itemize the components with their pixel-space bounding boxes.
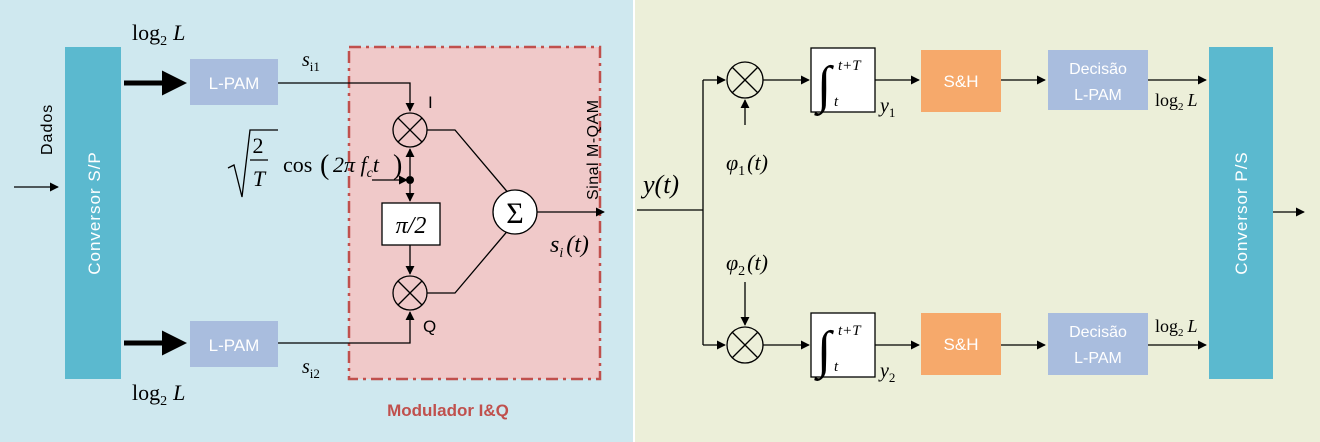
y2-label: $y_2$ — [880, 360, 896, 385]
svg-text:2: 2 — [252, 133, 264, 158]
si2-label: $s_{i2}$ — [302, 356, 320, 381]
svg-text:(: ( — [320, 150, 330, 181]
svg-text:T: T — [252, 166, 266, 191]
svg-text:∫: ∫ — [817, 57, 832, 114]
phase-shift-label: π/2 — [395, 213, 427, 239]
lpam-top-label: L-PAM — [208, 74, 260, 93]
svg-text:t: t — [834, 359, 839, 375]
integrator-top — [811, 48, 875, 116]
integrator-bottom — [811, 313, 875, 381]
modulator-label: Modulador I&Q — [387, 401, 509, 420]
log2L-top-label: $\log_2 L$ — [132, 20, 186, 49]
decision-top-line2: L-PAM — [1074, 87, 1122, 104]
decision-top-line1: Decisão — [1069, 61, 1127, 78]
carrier-junction — [406, 176, 414, 184]
y1-label: $y_1$ — [880, 95, 896, 120]
output-si-label: $s_i$ (t) — [550, 232, 589, 261]
svg-text:2π fct: 2π $f_ct$ — [333, 152, 379, 181]
svg-text:t+T: t+T — [838, 323, 861, 339]
sp-converter-label: Conversor S/P — [85, 151, 104, 275]
rx-input-label: y(t) — [643, 170, 680, 199]
summer-symbol: Σ — [506, 197, 524, 230]
q-branch-label: Q — [423, 317, 437, 336]
svg-text:cos: cos — [283, 152, 313, 177]
svg-text:t+T: t+T — [838, 58, 861, 74]
i-branch-label: I — [428, 93, 433, 112]
svg-text:): ) — [393, 150, 403, 181]
svg-text:t: t — [834, 94, 839, 110]
phi2-label: $\varphi_2(t)$ — [726, 250, 768, 279]
sh-bottom-label: S&H — [943, 335, 979, 354]
rx-log2L-top-label: $\log_2 L$ — [1155, 90, 1198, 113]
decision-bottom-line2: L-PAM — [1074, 350, 1122, 367]
si1-label: $s_{i1}$ — [302, 49, 320, 74]
dados-label: Dados — [39, 103, 56, 155]
lpam-bottom-label: L-PAM — [208, 336, 260, 355]
ps-converter-label: Conversor P/S — [1232, 151, 1251, 275]
sh-top-label: S&H — [943, 72, 979, 91]
phi1-label: $\varphi_1(t)$ — [726, 150, 768, 179]
output-signal-label: Sinal M-QAM — [585, 99, 602, 200]
log2L-bottom-label: $\log_2 L$ — [132, 380, 186, 409]
decision-bottom-line1: Decisão — [1069, 324, 1127, 341]
rx-log2L-bottom-label: $\log_2 L$ — [1155, 316, 1198, 339]
svg-text:∫: ∫ — [817, 322, 832, 379]
